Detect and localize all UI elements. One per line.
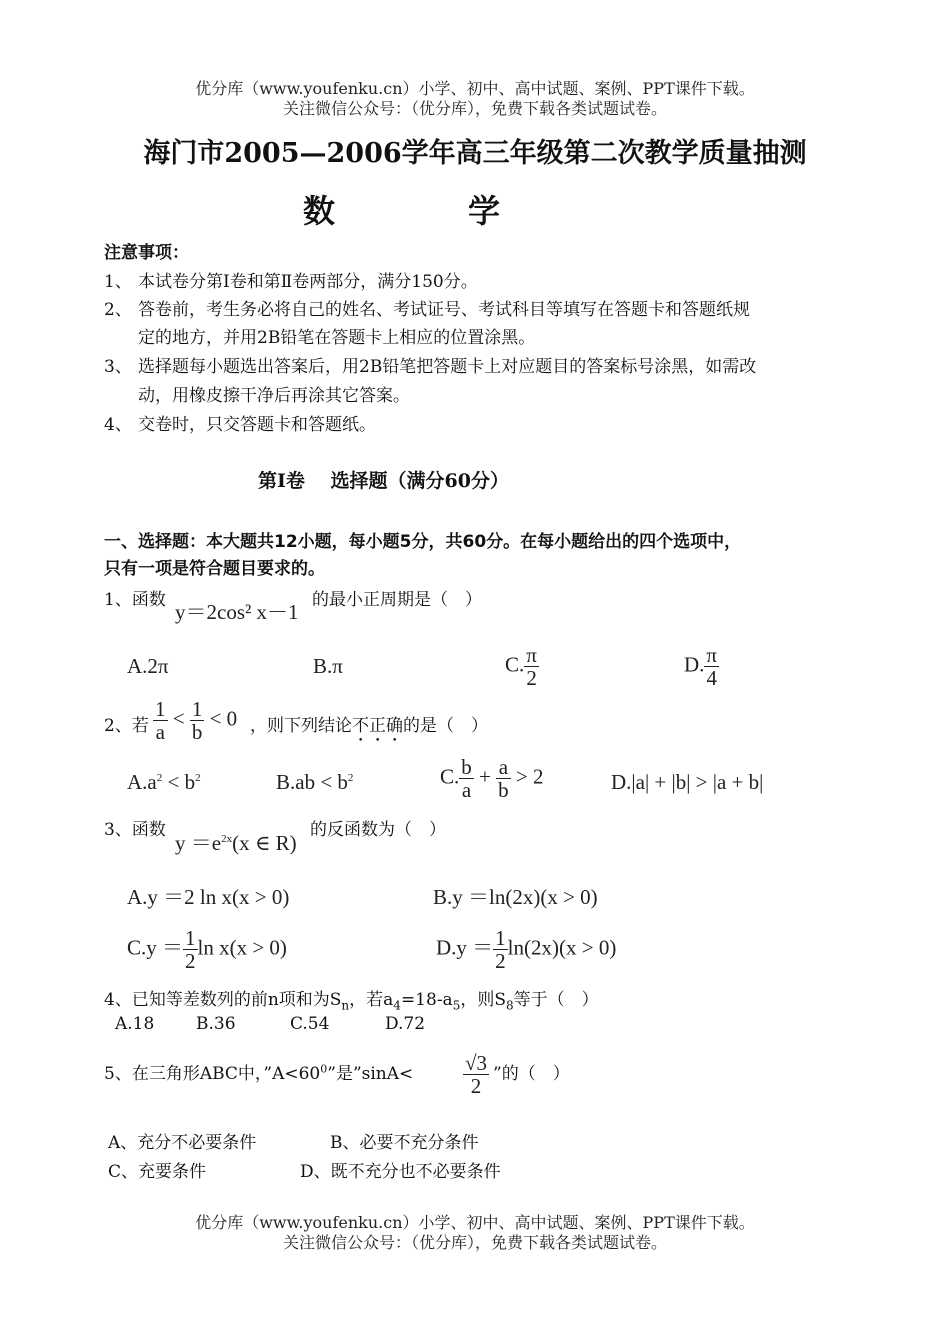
q1-option-d-denominator: 4 [706, 666, 717, 691]
note-2-number: 2、 [104, 300, 132, 320]
q2-option-c [440, 756, 543, 801]
q2-option-c-tail: > 2 [515, 764, 544, 789]
q5-sqrt3: √3 [465, 1051, 488, 1075]
q2-option-b-text: B.ab < b [276, 770, 348, 794]
q5-degree: 0 [320, 1062, 328, 1076]
q2-condition [153, 698, 237, 743]
q4-option-a: A.18 [115, 1014, 155, 1034]
q2-option-c-num1: b [461, 755, 472, 779]
q3-option-c-numerator: 1 [185, 926, 196, 950]
note-1-number: 1、 [104, 272, 132, 292]
part1-instruction-line1: 一、选择题：本大题共12小题，每小题5分，共60分。在每小题给出的四个选项中， [104, 532, 742, 552]
q1-option-c-denominator: 2 [526, 666, 537, 691]
q2-question [250, 711, 488, 746]
q3-formula-domain: (x ∈ R) [232, 831, 297, 855]
q5-text-1: 5、在三角形ABC中，”A<60 [104, 1064, 321, 1084]
q2-prefix: 2、若 [104, 716, 149, 736]
q2-fraction1-denominator: a [155, 720, 165, 745]
q4-sub-5: 5 [452, 998, 461, 1013]
q2-option-b [276, 770, 353, 795]
q2-option-d: D.|a| + |b| > |a + b| [611, 770, 764, 794]
note-2-text-line2: 定的地方，并用2B铅笔在答题卡上相应的位置涂黑。 [138, 328, 536, 348]
q2-option-a-exp1: 2 [156, 772, 163, 784]
q2-question-part1: ，则下列结论 [250, 716, 352, 736]
note-3-number: 3、 [104, 357, 132, 377]
q3-formula-exponent: 2x [221, 833, 233, 845]
q2-condition-tail: < 0 [209, 706, 238, 731]
footer-watermark-line1: 优分库（www.youfenku.cn）小学、初中、高中试题、案例、PPT课件下载。 [195, 1213, 755, 1232]
q2-option-c-plus: + [479, 764, 491, 789]
q3-option-d-prefix: D.y ＝ [436, 935, 494, 960]
q5-option-d: D、既不充分也不必要条件 [300, 1162, 501, 1182]
q5-text-2: ”是”sinA< [327, 1064, 414, 1084]
q4-sub-4: 4 [393, 998, 401, 1013]
q3-option-b: B.y ＝ln(2x)(x > 0) [433, 885, 598, 909]
subject-char-1: 数 [303, 192, 336, 230]
note-1-text: 本试卷分第Ⅰ卷和第Ⅱ卷两部分，满分150分。 [138, 272, 478, 292]
q4-text-3: =18-a [400, 990, 453, 1010]
q5-option-c: C、充要条件 [108, 1162, 207, 1182]
q2-option-b-exp: 2 [347, 772, 354, 784]
q1-formula: y＝2cos² x－1 [175, 600, 299, 624]
q3-option-d-denominator: 2 [495, 949, 506, 974]
q3-option-c-denominator: 2 [185, 949, 196, 974]
note-3-text-line1: 选择题每小题选出答案后，用2B铅笔把答题卡上对应题目的答案标号涂黑，如需改 [138, 357, 757, 377]
q2-emphasis: 不正确 [352, 716, 403, 736]
q1-option-c-numerator: π [526, 643, 537, 667]
q3-option-c [127, 927, 287, 972]
q1-prefix: 1、函数 [104, 590, 166, 610]
q2-option-a-exp2: 2 [195, 772, 201, 784]
q2-fraction2-numerator: 1 [191, 697, 203, 721]
page-title: 海门市2005—2006学年高三年级第二次教学质量抽测 [143, 138, 807, 169]
q1-option-c [505, 644, 539, 689]
footer-watermark-line2: 关注微信公众号：（优分库），免费下载各类试题试卷。 [282, 1233, 667, 1252]
q4-question [104, 985, 599, 1012]
q1-option-b: B.π [313, 654, 343, 678]
q4-option-b: B.36 [196, 1014, 236, 1034]
q3-option-d-body: ln(2x)(x > 0) [507, 935, 617, 960]
q5-question [104, 1059, 413, 1084]
q1-option-d [684, 644, 719, 689]
part1-instruction-line2: 只有一项是符合题目要求的。 [104, 559, 325, 579]
subject-char-2: 学 [468, 192, 501, 230]
q3-option-c-body: ln x(x > 0) [197, 935, 287, 960]
q3-option-d-numerator: 1 [495, 926, 506, 950]
q5-option-a: A、充分不必要条件 [108, 1133, 257, 1153]
q1-option-d-numerator: π [706, 643, 718, 667]
q2-option-a-mid: < b [162, 770, 196, 794]
note-4-text: 交卷时，只交答题卡和答题纸。 [138, 415, 376, 435]
q2-less-than: < [172, 706, 185, 731]
q4-text-4: ，则S [460, 990, 506, 1010]
section-title: 第Ⅰ卷 选择题（满分60分） [258, 470, 509, 492]
q3-question: 的反函数为（ ） [310, 820, 446, 840]
q2-option-a [127, 770, 201, 795]
q2-option-a-base: A.a [127, 770, 157, 794]
q4-option-c: C.54 [290, 1014, 330, 1034]
q5-option-b: B、必要不充分条件 [330, 1133, 479, 1153]
note-4-number: 4、 [104, 415, 132, 435]
q4-text-1: 4、已知等差数列的前n项和为S [104, 990, 342, 1010]
header-watermark-line1: 优分库（www.youfenku.cn）小学、初中、高中试题、案例、PPT课件下载。 [195, 79, 755, 98]
q1-question: 的最小正周期是（ ） [312, 590, 482, 610]
q5-question-tail: ”的（ ） [493, 1064, 570, 1084]
q4-sub-n: n [341, 998, 350, 1013]
q2-question-part2: 的是（ ） [403, 716, 488, 736]
q4-text-2: ，若a [349, 990, 394, 1010]
header-watermark-line2: 关注微信公众号：（优分库），免费下载各类试题试卷。 [282, 99, 667, 118]
q2-option-c-den1: a [461, 778, 472, 803]
note-2-text-line1: 答卷前，考生务必将自己的姓名、考试证号、考试科目等填写在答题卡和答题纸规 [138, 300, 750, 320]
q3-option-a: A.y ＝2 ln x(x > 0) [127, 885, 290, 909]
q3-prefix: 3、函数 [104, 820, 166, 840]
q5-fraction [463, 1052, 489, 1097]
q2-option-c-label: C. [440, 764, 460, 789]
q2-option-c-den2: b [498, 778, 509, 803]
q4-sub-8: 8 [506, 998, 514, 1013]
q5-denominator: 2 [470, 1074, 482, 1099]
q3-formula-base: y ＝e [175, 831, 222, 855]
note-3-text-line2: 动，用橡皮擦干净后再涂其它答案。 [138, 386, 410, 406]
q3-option-d [436, 927, 616, 972]
q1-option-c-label: C. [505, 652, 525, 677]
q4-option-d: D.72 [385, 1014, 426, 1034]
q2-fraction1-numerator: 1 [155, 697, 166, 721]
q3-option-c-prefix: C.y ＝ [127, 935, 184, 960]
q1-option-d-label: D. [684, 652, 705, 677]
q2-option-c-num2: a [496, 756, 511, 779]
notes-heading: 注意事项： [104, 243, 189, 263]
q3-formula [175, 827, 297, 857]
q2-fraction2-denominator: b [191, 720, 203, 745]
q4-text-5: 等于（ ） [513, 990, 599, 1010]
q1-option-a: A.2π [127, 654, 169, 678]
